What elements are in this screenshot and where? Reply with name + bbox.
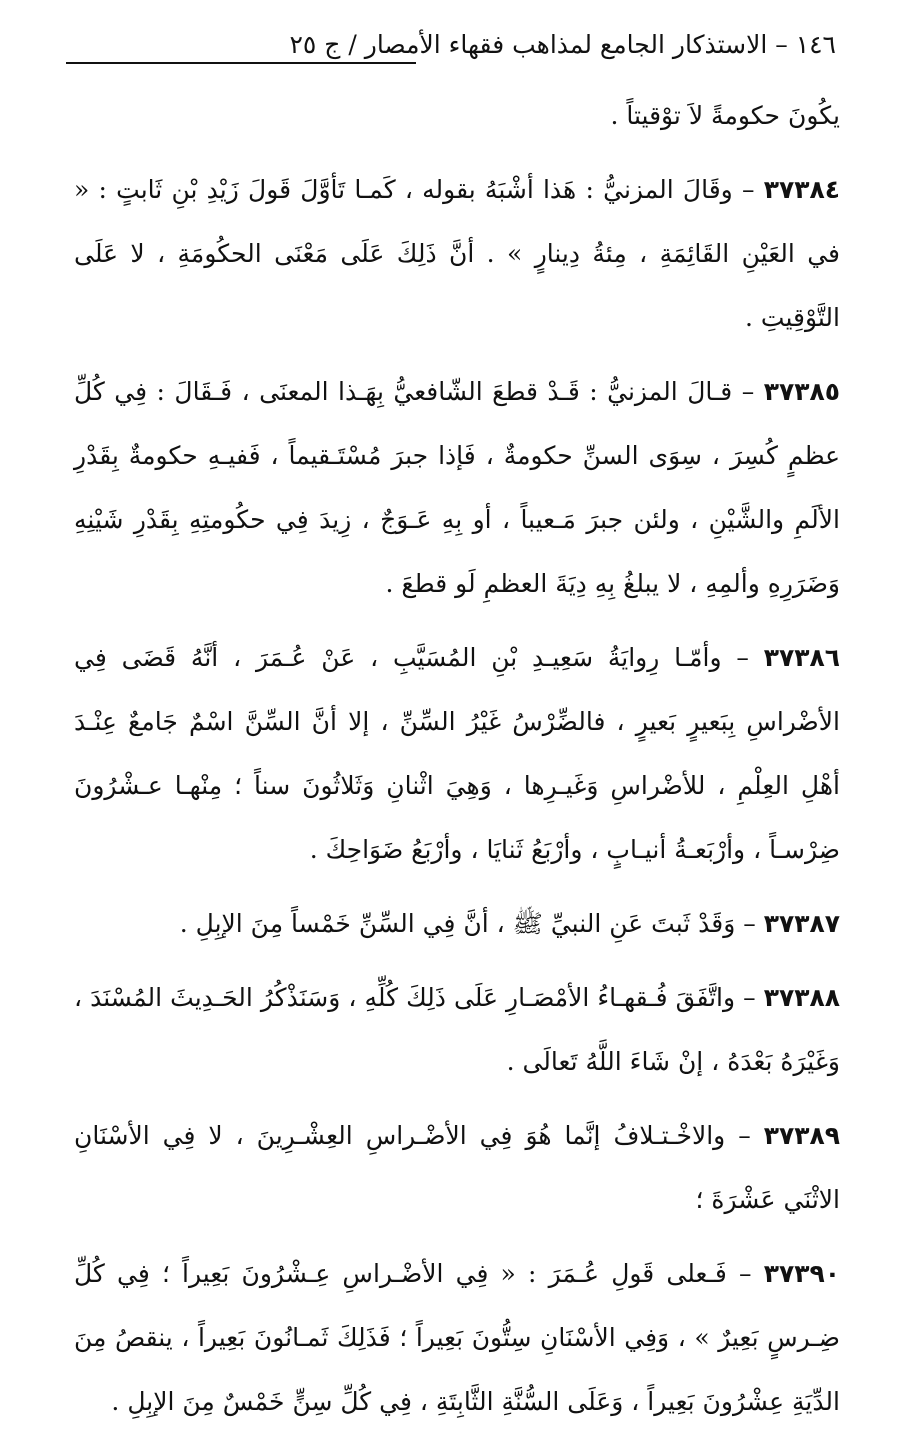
paragraph-number: ٣٧٣٨٩ <box>763 1121 840 1150</box>
paragraph-number: ٣٧٣٩٠ <box>763 1259 840 1288</box>
paragraph-number: ٣٧٣٨٤ <box>763 175 840 204</box>
paragraph-number: ٣٧٣٨٨ <box>763 983 840 1012</box>
paragraph-number: ٣٧٣٨٥ <box>763 377 840 406</box>
paragraph-text: واتَّفَقَ فُـقهـاءُ الأمْصَـارِ عَلَى ذَلِكَ كُلِّهِ ، وَسَنَذْكُرُ الحَـدِيثَ المُسْنَدَ ، وَغَيْرَهُ بَعْدَهُ ، إنْ شَاءَ اللَّهُ تَعالَى . <box>74 983 840 1076</box>
paragraph: ٣٧٣٨٤ – وقَالَ المزنيُّ : هَذا أشْبَهُ بقوله ، كَمـا تَأوَّلَ قَولَ زَيْدِ بْنِ ثَابتٍ : « في العَيْنِ القَائِمَةِ ، مِئةُ دِينارٍ » . أنَّ ذَلِكَ عَلَى مَعْنَى الحكُومَةِ ، لا عَلَى التَّوْقِيتِ . <box>74 175 840 332</box>
paragraph: ٣٧٣٨٦ – وأمّـا رِوايَةُ سَعِيـدِ بْنِ المُسَيَّبِ ، عَنْ عُـمَرَ ، أنَّهُ قَضَى فِي الأضْراسِ بِبَعيرٍ بَعيرٍ ، فالضِّرْسُ غَيْرُ السِّنِّ ، إلا أنَّ السِّنَّ اسْمٌ جَامعٌ عِنْـدَ أهْلِ العِلْمِ ، للأضْراسِ وَغَيـرِها ، وَهِيَ اثْنانِ وَثَلاثُونَ سناً ؛ مِنْهـا عـشْرُونَ ضِرْسـاً ، وأرْبَعـةُ أنيـابٍ ، وأرْبَعُ ثَنايَا ، وأرْبَعُ ضَوَاحِكَ . <box>74 643 840 864</box>
paragraph-text: والاخْـتـلافُ إنَّما هُوَ فِي الأضْـراسِ العِشْـرِينَ ، لا فِي الأسْنَانِ الاثْنَي عَشْرَةَ ؛ <box>74 1121 840 1214</box>
page-number: ١٤٦ <box>795 30 836 59</box>
paragraph: ٣٧٣٨٥ – قـالَ المزنيُّ : قَـدْ قطعَ الشّافعيُّ بِهَـذا المعنَى ، فَـقَالَ : فِي كُلِّ عظمٍ كُسِرَ ، سِوَى السنِّ حكومةٌ ، فَإذا جبرَ مُسْتَـقيماً ، فَفيـهِ حكومةٌ بِقَدْرِ الألَمِ والشَّيْنِ ، ولئن جبرَ مَـعيباً ، أو بِهِ عَـوَجٌ ، زِيدَ فِي حكُومتِهِ بِقَدْرِ شَيْنِهِ وَضَرَرِهِ وألمِهِ ، لا يبلغُ بِهِ دِيَةَ العظمِ لَو قطعَ . <box>74 377 840 598</box>
paragraph-number: ٣٧٣٨٧ <box>763 909 840 938</box>
paragraph-text: قـالَ المزنيُّ : قَـدْ قطعَ الشّافعيُّ بِهَـذا المعنَى ، فَـقَالَ : فِي كُلِّ عظمٍ كُسِرَ ، سِوَى السنِّ حكومةٌ ، فَإذا جبرَ مُسْتَـقيماً ، فَفيـهِ حكومةٌ بِقَدْرِ الألَمِ والشَّيْنِ ، ولئن جبرَ مَـعيباً ، أو بِهِ عَـوَجٌ ، زِيدَ فِي حكُومتِهِ بِقَدْرِ شَيْنِهِ وَضَرَرِهِ وألمِهِ ، لا يبلغُ بِهِ دِيَةَ العظمِ لَو قطعَ . <box>74 377 840 598</box>
paragraph-text: وقَالَ المزنيُّ : هَذا أشْبَهُ بقوله ، كَمـا تَأوَّلَ قَولَ زَيْدِ بْنِ ثَابتٍ : « في العَيْنِ القَائِمَةِ ، مِئةُ دِينارٍ » . أنَّ ذَلِكَ عَلَى مَعْنَى الحكُومَةِ ، لا عَلَى التَّوْقِيتِ . <box>74 175 840 332</box>
paragraph <box>74 84 840 148</box>
paragraph: ٣٧٣٨٨ – واتَّفَقَ فُـقهـاءُ الأمْصَـارِ عَلَى ذَلِكَ كُلِّهِ ، وَسَنَذْكُرُ الحَـدِيثَ المُسْنَدَ ، وَغَيْرَهُ بَعْدَهُ ، إنْ شَاءَ اللَّهُ تَعالَى . <box>74 983 840 1076</box>
paragraph: ٣٧٣٩٠ – فَـعلى قَولِ عُـمَرَ : « فِي الأضْـراسِ عِـشْرُونَ بَعِيراً ؛ فِي كُلِّ ضِـرسٍ بَعِيرٌ » ، وَفِي الأسْنَانِ سِتُّونَ بَعِيراً ؛ فَذَلِكَ ثَمـانُونَ بَعِيراً ، ينقصُ مِنَ الدِّيَةِ عِشْرُونَ بَعِيراً ، وَعَلَى السُّنَّةِ الثَّابِتَةِ ، فِي كُلِّ سِنٍّ خَمْسٌ مِنَ الإبِلِ . <box>74 1259 840 1416</box>
book-title: الاستذكار الجامع لمذاهب فقهاء الأمصار / ج ٢٥ <box>289 30 768 59</box>
page-body <box>74 84 840 1444</box>
paragraph: ٣٧٣٨٩ – والاخْـتـلافُ إنَّما هُوَ فِي الأضْـراسِ العِشْـرِينَ ، لا فِي الأسْنَانِ الاثْنَي عَشْرَةَ ؛ <box>74 1121 840 1214</box>
paragraph-text: وأمّـا رِوايَةُ سَعِيـدِ بْنِ المُسَيَّبِ ، عَنْ عُـمَرَ ، أنَّهُ قَضَى فِي الأضْراسِ بِبَعيرٍ بَعيرٍ ، فالضِّرْسُ غَيْرُ السِّنِّ ، إلا أنَّ السِّنَّ اسْمٌ جَامعٌ عِنْـدَ أهْلِ العِلْمِ ، للأضْراسِ وَغَيـرِها ، وَهِيَ اثْنانِ وَثَلاثُونَ سناً ؛ مِنْهـا عـشْرُونَ ضِرْسـاً ، وأرْبَعـةُ أنيـابٍ ، وأرْبَعُ ثَنايَا ، وأرْبَعُ ضَوَاحِكَ . <box>74 643 840 864</box>
paragraph-text: يكُونَ حكومةً لاَ توْقيتاً . <box>610 101 840 130</box>
running-header: ١٤٦ – الاستذكار الجامع لمذاهب فقهاء الأمصار / ج ٢٥ <box>289 30 836 59</box>
paragraph: ٣٧٣٨٧ – وَقَدْ ثَبتَ عَنِ النبيِّ ﷺ ، أنَّ فِي السِّنِّ خَمْساً مِنَ الإبِلِ . <box>179 909 840 938</box>
paragraph-text: فَـعلى قَولِ عُـمَرَ : « فِي الأضْـراسِ عِـشْرُونَ بَعِيراً ؛ فِي كُلِّ ضِـرسٍ بَعِيرٌ » ، وَفِي الأسْنَانِ سِتُّونَ بَعِيراً ؛ فَذَلِكَ ثَمـانُونَ بَعِيراً ، ينقصُ مِنَ الدِّيَةِ عِشْرُونَ بَعِيراً ، وَعَلَى السُّنَّةِ الثَّابِتَةِ ، فِي كُلِّ سِنٍّ خَمْسٌ مِنَ الإبِلِ . <box>74 1259 840 1416</box>
paragraph-number: ٣٧٣٨٦ <box>763 643 840 672</box>
paragraph-text: وَقَدْ ثَبتَ عَنِ النبيِّ ﷺ ، أنَّ فِي السِّنِّ خَمْساً مِنَ الإبِلِ . <box>179 909 736 938</box>
page-header <box>66 28 836 68</box>
header-rule <box>66 62 416 64</box>
